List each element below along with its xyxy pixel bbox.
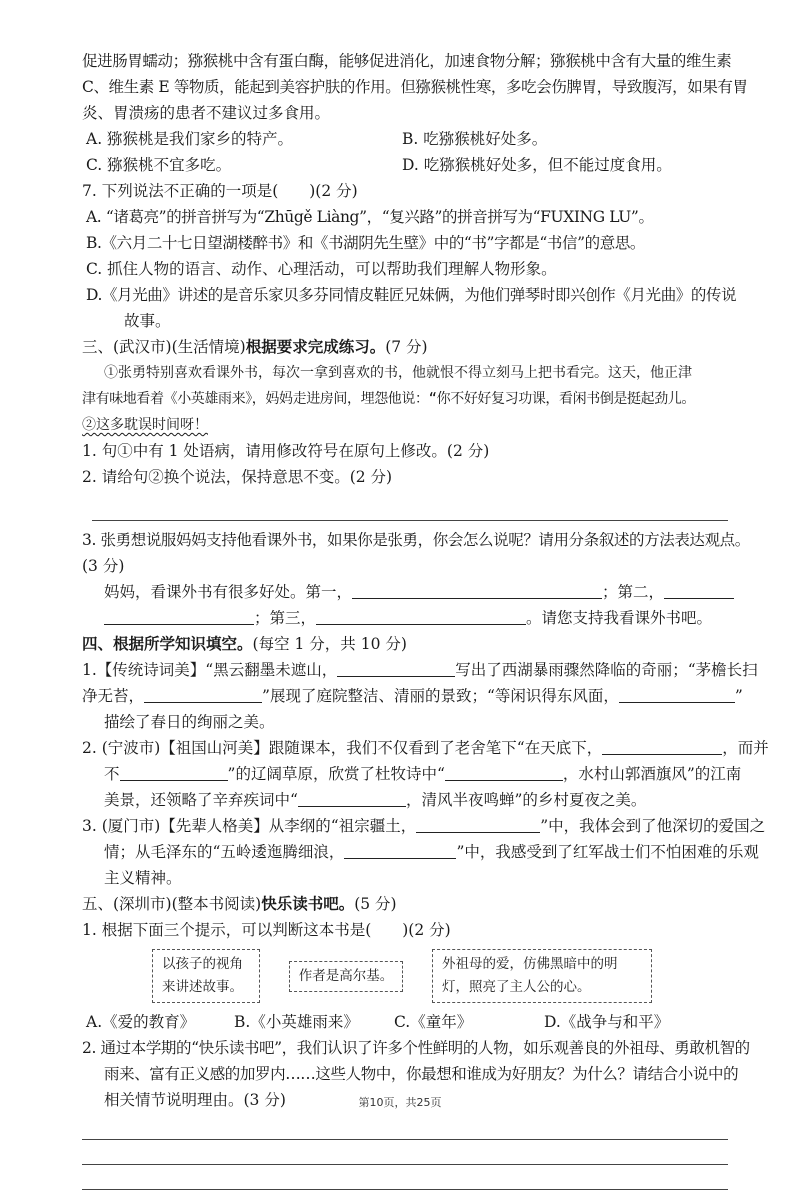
s4-q1-text-d: ”展现了庭院整洁、清丽的景致；“等闲识得东风面， bbox=[262, 687, 619, 705]
s3-fill-text-1: 妈妈，看课外书有很多好处。第一， bbox=[104, 583, 353, 601]
s3-q3-score: (3 分) bbox=[82, 557, 125, 575]
s4-q2-line-3 bbox=[82, 787, 728, 813]
s4-q2-blank-3[interactable] bbox=[445, 762, 563, 781]
s4-q1-blank-1[interactable] bbox=[337, 658, 455, 677]
s3-blank-second[interactable] bbox=[664, 580, 734, 599]
q6-options-row-2 bbox=[82, 152, 728, 178]
s3-q3-fill-1 bbox=[82, 579, 728, 605]
s4-q2-line-1 bbox=[82, 735, 769, 761]
section-5-prefix: 五、(深圳市)(整本书阅读) bbox=[82, 895, 262, 913]
s4-q2-text-c: 不 bbox=[104, 765, 120, 783]
s4-q3-line-2 bbox=[82, 839, 759, 865]
s4-q1-text-a: 1.【传统诗词美】“黑云翻墨未遮山， bbox=[82, 661, 338, 679]
s4-q2-text-a: 2. (宁波市)【祖国山河美】跟随课本，我们不仅看到了老舍笔下“在天底下， bbox=[82, 739, 603, 757]
section-4-heading bbox=[82, 631, 728, 657]
s5-q2-line-2: 雨来、富有正义感的加罗内……这些人物中，你最想和谁成为好朋友？为什么？请结合小说中的 bbox=[104, 1065, 739, 1083]
s5-option-c: C.《童年》 bbox=[394, 1013, 473, 1031]
s4-q3-text-a: 3. (厦门市)【先辈人格美】从李纲的“祖宗疆土， bbox=[82, 817, 417, 835]
s4-q2-text-g: ，清风半夜鸣蝉”的乡村夏夜之美。 bbox=[405, 791, 647, 809]
s4-q2-text-f: 美景，还领略了辛弃疾词中“ bbox=[104, 791, 298, 809]
s3-fill-text-2: ；第二， bbox=[602, 583, 665, 601]
s4-q1-text-b: 写出了西湖暴雨骤然降临的奇丽；“茅檐长扫 bbox=[455, 661, 758, 679]
s3-fill-text-4: 。请您支持我看课外书吧。 bbox=[526, 609, 713, 627]
q6-option-d: D. 吃猕猴桃好处多，但不能过度食用。 bbox=[402, 156, 672, 174]
section-5-heading bbox=[82, 891, 728, 917]
s4-q2-text-d: ”的辽阔草原，欣赏了杜牧诗中“ bbox=[227, 765, 445, 783]
section-3-score: (7 分) bbox=[385, 338, 428, 356]
q7-option-d: D.《月光曲》讲述的是音乐家贝多芬同情皮鞋匠兄妹俩，为他们弹琴时即兴创作《月光曲》的传说 bbox=[86, 286, 737, 304]
section-4-title: 四、根据所学知识填空。 bbox=[82, 634, 253, 653]
passage-line-2: C、维生素 E 等物质，能起到美容护肤的作用。但猕猴桃性寒，多吃会伤脾胃，导致腹泻，如果有胃 bbox=[82, 78, 748, 96]
s5-q2-line-3: 相关情节说明理由。(3 分) bbox=[104, 1091, 286, 1109]
s4-q1-line-3: 描绘了春日的绚丽之美。 bbox=[104, 713, 275, 731]
section-5-title: 快乐读书吧。 bbox=[261, 894, 355, 913]
section-3-title: 根据要求完成练习。 bbox=[245, 337, 386, 356]
q7-option-c: C. 抓住人物的语言、动作、心理活动，可以帮助我们理解人物形象。 bbox=[86, 260, 557, 278]
s4-q1-text-c: 净无苔， bbox=[82, 687, 145, 705]
s4-q1-line-1 bbox=[82, 657, 758, 683]
s3-q2-answer-line[interactable] bbox=[92, 496, 728, 521]
s5-hint-1: 以孩子的视角来讲述故事。 bbox=[152, 949, 260, 1003]
s3-fill-text-3: ；第三， bbox=[254, 609, 317, 627]
q6-option-a: A. 猕猴桃是我们家乡的特产。 bbox=[86, 130, 294, 148]
s5-q2-answer-line-1[interactable] bbox=[82, 1115, 728, 1140]
s3-q3-fill-2 bbox=[82, 605, 728, 631]
page-number: 第10页，共25页 bbox=[358, 1096, 442, 1109]
s5-q2-answer-line-3[interactable] bbox=[82, 1165, 728, 1190]
s5-option-d: D.《战争与和平》 bbox=[544, 1013, 670, 1031]
passage-line-1: 促进肠胃蠕动；猕猴桃中含有蛋白酶，能够促进消化，加速食物分解；猕猴桃中含有大量的维生素 bbox=[82, 52, 732, 70]
section-4-score: (每空 1 分，共 10 分) bbox=[252, 635, 407, 653]
s3-q3: 3. 张勇想说服妈妈支持他看课外书，如果你是张勇，你会怎么说呢？请用分条叙述的方法表达观点。 bbox=[82, 531, 750, 549]
s4-q3-text-b: ”中，我体会到了他深切的爱国之 bbox=[540, 817, 766, 835]
s3-blank-first[interactable] bbox=[352, 580, 602, 599]
section-3-prefix: 三、(武汉市)(生活情境) bbox=[82, 338, 246, 356]
s4-q1-text-e: ” bbox=[734, 687, 743, 705]
s3-passage-3 bbox=[82, 412, 728, 438]
s5-q1-options bbox=[82, 1009, 728, 1035]
s4-q3-text-c: 情；从毛泽东的“五岭逶迤腾细浪， bbox=[104, 843, 345, 861]
s5-q2-answer-line-2[interactable] bbox=[82, 1140, 728, 1165]
s4-q2-blank-4[interactable] bbox=[298, 788, 406, 807]
passage-line-3: 炎、胃溃疡的患者不建议过多食用。 bbox=[82, 104, 331, 122]
s4-q2-text-e: ，水村山郭酒旗风”的江南 bbox=[562, 765, 742, 783]
s3-blank-second-cont[interactable] bbox=[104, 606, 254, 625]
s5-option-b: B.《小英雄雨来》 bbox=[234, 1013, 359, 1031]
q6-options-row-1 bbox=[82, 126, 728, 152]
q6-option-c: C. 猕猴桃不宜多吃。 bbox=[86, 156, 232, 174]
q7-option-d-cont: 故事。 bbox=[124, 312, 171, 330]
s5-option-a: A.《爱的教育》 bbox=[86, 1013, 196, 1031]
s3-q1: 1. 句①中有 1 处语病，请用修改符号在原句上修改。(2 分) bbox=[82, 442, 490, 460]
s4-q1-blank-2[interactable] bbox=[144, 684, 262, 703]
q7-option-a: A. “诸葛亮”的拼音拼写为“Zhūgě Liàng”，“复兴路”的拼音拼写为“FUXING LU”。 bbox=[86, 208, 654, 226]
s3-passage-2: 津有味地看着《小英雄雨来》，妈妈走进房间，埋怨他说：“你不好好复习功课，看闲书倒是挺起劲儿。 bbox=[82, 391, 696, 407]
s3-passage-1: ①张勇特别喜欢看课外书，每次一拿到喜欢的书，他就恨不得立刻马上把书看完。这天，他正津 bbox=[104, 365, 692, 381]
s3-q2: 2. 请给句②换个说法，保持意思不变。(2 分) bbox=[82, 468, 393, 486]
s4-q2-line-2 bbox=[82, 761, 742, 787]
s4-q2-text-b: ，而并 bbox=[722, 739, 769, 757]
s5-q1: 1. 根据下面三个提示，可以判断这本书是( )(2 分) bbox=[82, 921, 451, 939]
s3-sentence-2: ②这多耽误时间呀！ bbox=[82, 417, 208, 433]
section-5-score: (5 分) bbox=[354, 895, 397, 913]
s4-q1-line-2 bbox=[82, 683, 743, 709]
s5-hint-2: 作者是高尔基。 bbox=[289, 961, 404, 992]
s3-blank-third[interactable] bbox=[316, 606, 526, 625]
s4-q3-line-3: 主义精神。 bbox=[104, 869, 182, 887]
s4-q3-line-1 bbox=[82, 813, 766, 839]
s5-hint-3: 外祖母的爱，仿佛黑暗中的明灯，照亮了主人公的心。 bbox=[432, 949, 652, 1003]
s4-q1-blank-3[interactable] bbox=[619, 684, 735, 703]
s4-q3-blank-2[interactable] bbox=[344, 840, 456, 859]
section-3-heading bbox=[82, 334, 728, 360]
q7-stem: 7. 下列说法不正确的一项是( )(2 分) bbox=[82, 182, 358, 200]
s4-q2-blank-1[interactable] bbox=[602, 736, 722, 755]
s5-hint-row bbox=[152, 949, 652, 1003]
q7-option-b: B.《六月二十七日望湖楼醉书》和《书湖阴先生壁》中的“书”字都是“书信”的意思。 bbox=[86, 234, 646, 252]
s4-q3-blank-1[interactable] bbox=[416, 814, 540, 833]
s5-q2-line-1: 2. 通过本学期的“快乐读书吧”，我们认识了许多个性鲜明的人物，如乐观善良的外祖母、勇敢机智的 bbox=[82, 1039, 750, 1057]
s4-q2-blank-2[interactable] bbox=[120, 762, 228, 781]
exam-page bbox=[82, 48, 769, 1190]
q6-option-b: B. 吃猕猴桃好处多。 bbox=[402, 130, 548, 148]
s4-q3-text-d: ”中，我感受到了红军战士们不怕困难的乐观 bbox=[456, 843, 759, 861]
